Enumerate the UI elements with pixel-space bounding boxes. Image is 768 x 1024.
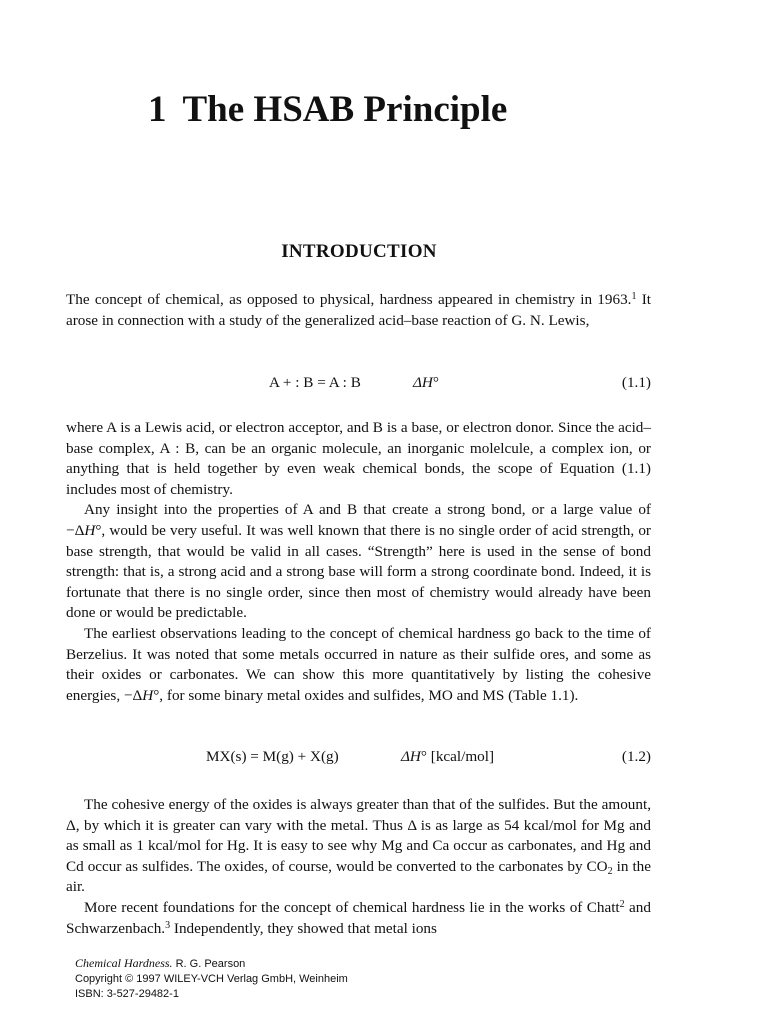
- equation-number: (1.2): [621, 748, 651, 765]
- paragraph-text: Independently, they showed that metal ions: [170, 919, 437, 937]
- paragraph-text: °, for some binary metal oxides and sulfides, MO and MS (Table 1.1).: [153, 686, 579, 704]
- chapter-number: 1: [148, 89, 167, 130]
- paragraph-text: Any insight into the properties of A and B that create a strong bond, or a large value of −Δ: [66, 501, 651, 539]
- body-text-block-2: [66, 795, 651, 939]
- equation-number: (1.1): [621, 374, 651, 391]
- equation-quantity: [413, 372, 439, 394]
- footer-author: R. G. Pearson: [175, 958, 246, 970]
- paragraph-text: More recent foundations for the concept of chemical hardness lie in the works of Chatt: [84, 898, 620, 916]
- paragraph-text: It arose in connection with a study of the generalized acid–base reaction of G. N. Lewis,: [66, 291, 651, 329]
- equation-quantity-symbol: ΔH: [401, 748, 421, 765]
- paragraph-1: [66, 290, 651, 331]
- footer-book-title: Chemical Hardness.: [75, 956, 173, 970]
- paragraph-text: °, would be very useful. It was well known that there is no single order of acid strength, or base strength, that would be valid in all cases. “Strength” here is used in the sense of bond strength: that is, a strong acid and a strong base will form a strong coordinate bond. Indeed, it is fortunate that there is no single order, since then most of chemistry would already have been done or would be predictable.: [66, 521, 651, 622]
- page-footer: [75, 956, 348, 1002]
- paragraph-6: [66, 898, 651, 939]
- paragraph-text: The earliest observations leading to the concept of chemical hardness go back to the time of Berzelius. It was noted that some metals occurred in nature as their sulfide ores, and some as their oxides or carbonates. We can show this more quantitatively by listing the cohesive energies, −Δ: [66, 624, 651, 704]
- italic-symbol: H: [142, 686, 154, 704]
- equation-1-2: [66, 746, 651, 768]
- footer-book-line: [75, 956, 348, 972]
- equation-quantity-symbol: ΔH: [413, 374, 433, 391]
- chapter-title: [148, 88, 507, 132]
- paragraph-text: in the air.: [66, 857, 652, 896]
- reference-marker: 2: [619, 898, 625, 910]
- italic-symbol: H: [84, 521, 96, 539]
- chapter-title-text: The HSAB Principle: [182, 89, 508, 130]
- equation-expression: A + : B = A : B: [269, 374, 361, 391]
- footer-isbn: ISBN: 3-527-29482-1: [75, 988, 179, 1000]
- equation-quantity: [401, 746, 494, 768]
- reference-marker: 1: [631, 291, 637, 302]
- paragraph-2: where A is a Lewis acid, or electron acceptor, and B is a base, or electron donor. Since the acid–base complex, A : B, can be an organic molecule, an inorganic molelcule, a complex ion, or anything that is held together by even weak chemical bonds, the scope of Equation (1.1) includes most of chemistry.: [66, 419, 651, 498]
- paragraph-text: and Schwarzenbach.: [66, 898, 651, 937]
- equation-expression: MX(s) = M(g) + X(g): [206, 748, 339, 765]
- equation-quantity-suffix: ° [kcal/mol]: [420, 748, 495, 765]
- equation-quantity-suffix: °: [432, 374, 439, 391]
- body-text-block: [66, 418, 651, 706]
- equation-1-1: [66, 372, 651, 394]
- paragraph-5: [66, 795, 651, 898]
- footer-copyright: Copyright © 1997 WILEY-VCH Verlag GmbH, Weinheim: [75, 973, 348, 985]
- paragraph-text: The concept of chemical, as opposed to physical, hardness appeared in chemistry in 1963.: [66, 291, 632, 308]
- paragraph-4: [66, 624, 651, 706]
- subscript: 2: [607, 865, 613, 877]
- reference-marker: 3: [165, 919, 171, 931]
- paragraph-text: The cohesive energy of the oxides is always greater than that of the sulfides. But the amount, Δ, by which it is greater can vary with the metal. Thus Δ is as large as 54 kcal/mol for Mg and as small as 1 kcal/mol for Hg. It is easy to see why Mg and Ca occur as carbonates, and Hg and Cd occur as sulfides. The oxides, of course, would be converted to the carbonates by CO: [66, 796, 651, 875]
- paragraph-3: [66, 500, 651, 624]
- intro-text-block: [66, 290, 651, 331]
- section-heading: INTRODUCTION: [281, 241, 437, 262]
